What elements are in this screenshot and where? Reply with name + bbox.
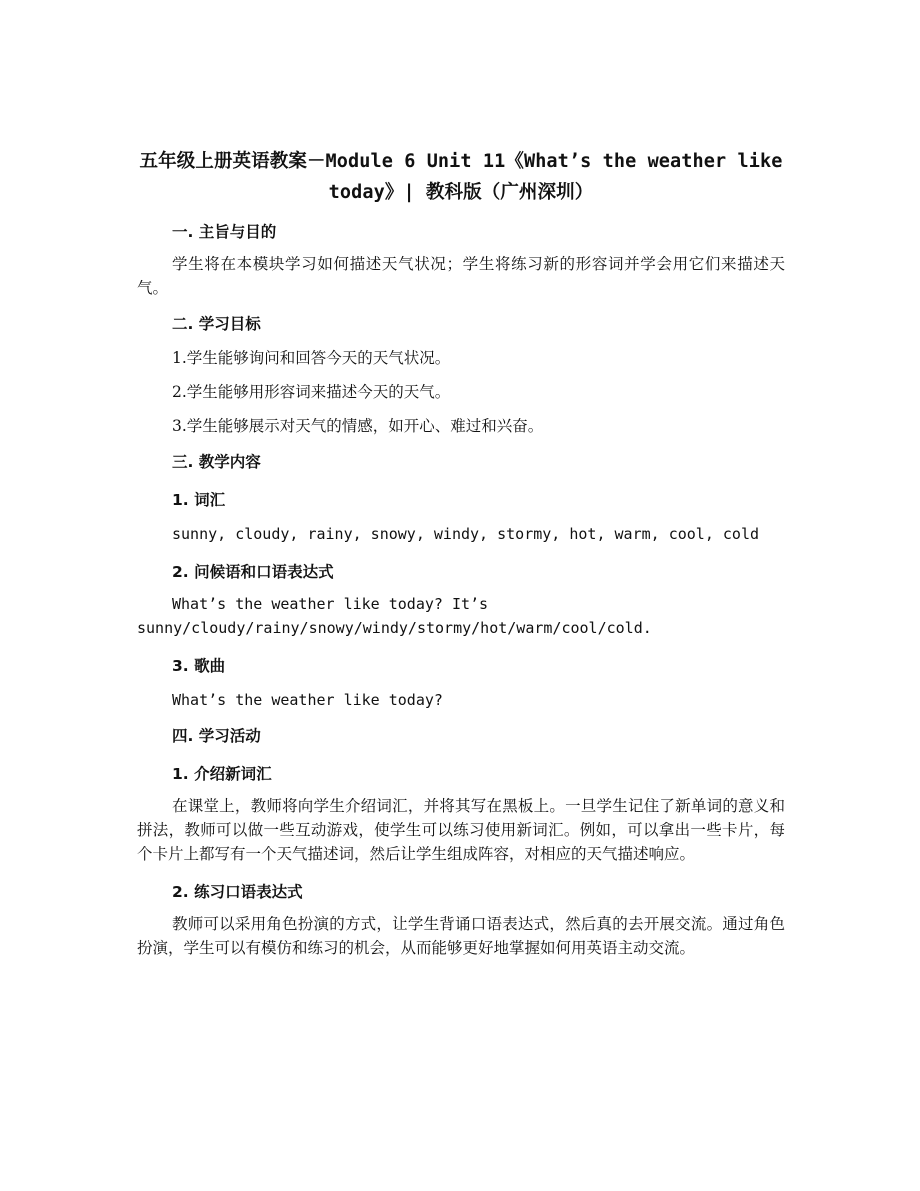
section-heading-content: 三. 教学内容 — [172, 453, 261, 471]
subheading-expressions: 2. 问候语和口语表达式 — [172, 563, 334, 581]
section-purpose-text: 学生将在本模块学习如何描述天气状况；学生将练习新的形容词并学会用它们来描述天气。 — [137, 255, 785, 297]
subheading-oral-practice: 2. 练习口语表达式 — [172, 883, 303, 901]
activity-vocabulary-text: 在课堂上，教师将向学生介绍词汇，并将其写在黑板上。一旦学生记住了新单词的意义和拼法，教师可以做一些互动游戏，使学生可以练习使用新词汇。例如，可以拿出一些卡片，每个卡片上都写有一个天气描述词，然后让学生组成阵容，对相应的天气描述响应。 — [137, 797, 785, 863]
expressions-text: What’s the weather like today? It’s sunny/cloudy/rainy/snowy/windy/stormy/hot/warm/cool/cold. — [137, 595, 652, 637]
activity-oral-text: 教师可以采用角色扮演的方式，让学生背诵口语表达式，然后真的去开展交流。通过角色扮演，学生可以有模仿和练习的机会，从而能够更好地掌握如何用英语主动交流。 — [137, 915, 785, 957]
section-heading-purpose: 一. 主旨与目的 — [172, 223, 277, 241]
objective-item: 3.学生能够展示对天气的情感，如开心、难过和兴奋。 — [172, 417, 544, 435]
subheading-vocabulary: 1. 词汇 — [172, 491, 226, 509]
document-title: 五年级上册英语教案－Module 6 Unit 11《What’s the weather like today》| 教科版（广州深圳） — [139, 151, 783, 203]
section-heading-objectives: 二. 学习目标 — [172, 315, 261, 333]
document-page — [137, 146, 785, 960]
song-title: What’s the weather like today? — [172, 691, 443, 709]
section-heading-activities: 四. 学习活动 — [172, 727, 261, 745]
vocabulary-list: sunny, cloudy, rainy, snowy, windy, stormy, hot, warm, cool, cold — [172, 525, 759, 543]
objective-item: 1.学生能够询问和回答今天的天气状况。 — [172, 349, 451, 367]
subheading-new-vocabulary: 1. 介绍新词汇 — [172, 765, 272, 783]
subheading-song: 3. 歌曲 — [172, 657, 226, 675]
objective-item: 2.学生能够用形容词来描述今天的天气。 — [172, 383, 451, 401]
